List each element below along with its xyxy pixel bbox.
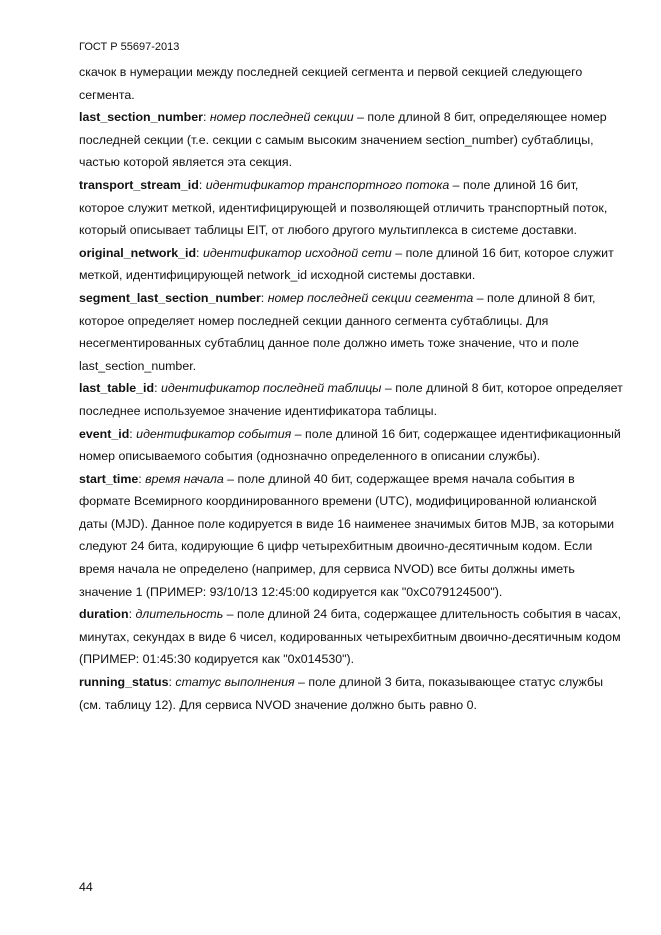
definition-segment-last-section-number bbox=[79, 287, 625, 377]
definition-title: время начала bbox=[145, 471, 224, 486]
definition-separator: : bbox=[168, 675, 176, 690]
definition-term: original_network_id bbox=[79, 245, 197, 260]
definition-term: last_section_number bbox=[79, 110, 203, 125]
definition-title: идентификатор последней таблицы bbox=[160, 381, 382, 396]
definition-last-table-id bbox=[79, 377, 625, 422]
definition-running-status bbox=[79, 671, 625, 716]
definition-text: – поле длиной 16 бит, содержащее идентификационный номер описываемого события (однозначно определенного в описании службы). bbox=[79, 426, 621, 464]
definition-title: длительность bbox=[135, 607, 224, 622]
standard-number: ГОСТ Р 55697-2013 bbox=[79, 41, 180, 53]
definition-title: идентификатор исходной сети bbox=[202, 245, 392, 260]
definition-term: last_table_id bbox=[79, 381, 155, 396]
definition-title: идентификатор события bbox=[136, 426, 292, 441]
definition-term: transport_stream_id bbox=[79, 177, 199, 192]
document-header bbox=[79, 40, 179, 54]
definition-text: – поле длиной 8 бит, которое определяет последнее используемое значение идентификатора таблицы. bbox=[79, 381, 623, 418]
intro-paragraph: скачок в нумерации между последней секцией сегмента и первой секцией следующего сегмента. bbox=[79, 65, 583, 102]
definition-title: статус выполнения bbox=[175, 675, 295, 690]
definition-text: – поле длиной 3 бита, показывающее статус службы (см. таблицу 12). Для сервиса NVOD значение должно быть равно 0. bbox=[79, 675, 603, 712]
definition-term: duration bbox=[79, 607, 129, 622]
definition-text: – поле длиной 16 бит, которое служит меткой, идентифицирующей network_id исходной системы доставки. bbox=[79, 245, 614, 283]
definition-original-network-id bbox=[79, 242, 625, 287]
definition-separator: : bbox=[260, 290, 268, 305]
page-number: 44 bbox=[79, 880, 93, 894]
definition-title: идентификатор транспортного потока bbox=[205, 177, 450, 192]
definition-separator: : bbox=[138, 471, 146, 486]
definition-term: running_status bbox=[79, 675, 169, 690]
definition-event-id bbox=[79, 423, 625, 468]
definition-term: start_time bbox=[79, 471, 139, 486]
page-footer bbox=[79, 879, 93, 895]
definition-text: – поле длиной 8 бит, определяющее номер последней секции (т.е. секции с самым высоким значением section_number) субтаблицы, частью которой является эта секция. bbox=[79, 110, 607, 170]
definition-title: номер последней секции bbox=[209, 110, 354, 125]
page-body bbox=[79, 61, 625, 716]
definition-duration bbox=[79, 603, 625, 671]
definition-text: – поле длиной 8 бит, которое определяет номер последней секции данного сегмента субтаблицы. Для несегментированных субтаблиц данное поле должно иметь тоже значение, что и поле last_section_number. bbox=[79, 290, 596, 373]
definition-title: номер последней секции сегмента bbox=[267, 290, 474, 305]
definition-separator: : bbox=[202, 110, 210, 125]
definition-separator: : bbox=[198, 177, 206, 192]
definition-last-section-number bbox=[79, 106, 625, 174]
definition-term: segment_last_section_number bbox=[79, 290, 261, 305]
definition-separator: : bbox=[196, 245, 203, 260]
definition-text: – поле длиной 40 бит, содержащее время начала события в формате Всемирного координированного времени (UTC), модифицированной юлианской даты (MJD). Данное поле кодируется в виде 16 наименее значимых битов MJB, за которыми следуют 24 бита, кодирующие 6 цифр четырехбитным двоично-десятичным кодом. Если время начала не определено (например, для сервиса NVOD) все биты должны иметь значение 1 (ПРИМЕР: 93/10/13 12:45:00 кодируется как "0xC079124500"). bbox=[79, 471, 615, 599]
definition-term: event_id bbox=[79, 426, 130, 441]
definition-text: – поле длиной 16 бит, которое служит меткой, идентифицирующей и позволяющей отличить транспортный поток, который описывает таблицы EIT, от любого другого мультиплекса в системе доставки. bbox=[79, 177, 608, 238]
definition-text: – поле длиной 24 бита, содержащее длительность события в часах, минутах, секундах в виде 6 чисел, кодированных четырехбитным двоично-десятичным кодом (ПРИМЕР: 01:45:30 кодируется как "0x014530"). bbox=[79, 607, 622, 667]
definition-start-time bbox=[79, 468, 625, 604]
definition-separator: : bbox=[128, 607, 136, 622]
definition-separator: : bbox=[129, 426, 137, 441]
definition-transport-stream-id bbox=[79, 174, 625, 242]
definition-separator: : bbox=[154, 381, 161, 396]
